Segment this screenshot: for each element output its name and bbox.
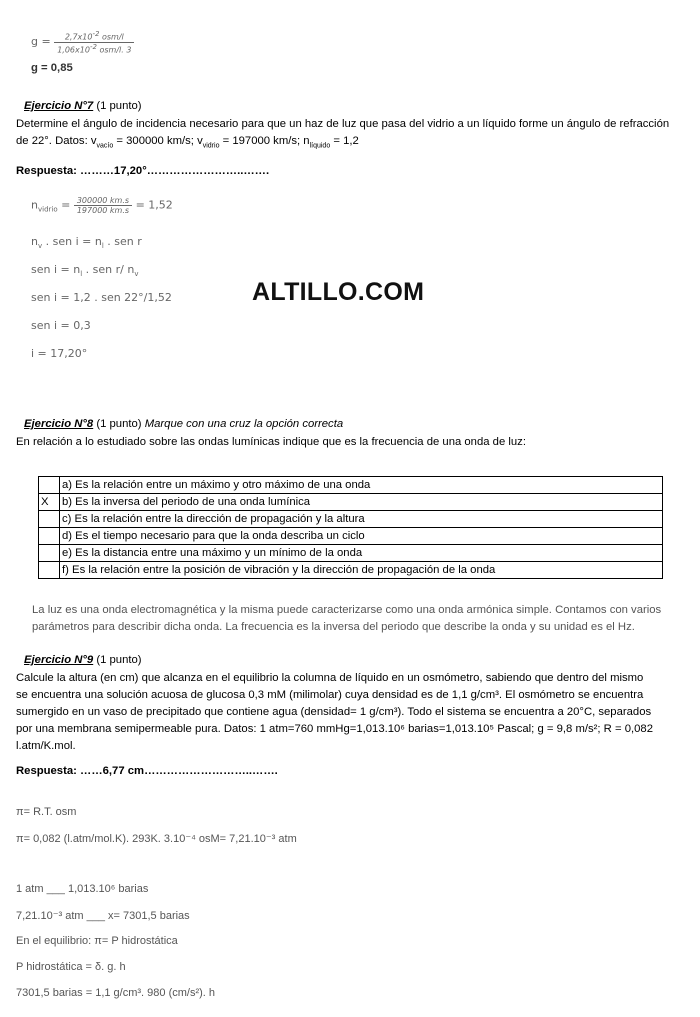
ex9-statement-line1: Calcule la altura (en cm) que alcanza en el equilibrio la columna de líquido en un osmómetro, sabiendo que dentro del mismo bbox=[16, 672, 644, 684]
ex9-statement-line5: l.atm/K.mol. bbox=[16, 740, 76, 752]
ex8-explanation-line2: parámetros para describir dicha onda. La frecuencia es la inversa del periodo que describe la onda y su unidad es el Hz. bbox=[32, 621, 635, 633]
option-row bbox=[39, 545, 663, 562]
option-checkbox[interactable] bbox=[39, 477, 60, 494]
option-row bbox=[39, 494, 663, 511]
ex9-statement-line2: se encuentra una solución acuosa de glucosa 0,3 mM (milimolar) cuya densidad es de 1,1 g/cm³. El osmómetro se encuentra bbox=[16, 689, 644, 701]
ex8-points: (1 punto) bbox=[93, 418, 145, 430]
option-row bbox=[39, 477, 663, 494]
ex7-points: (1 punto) bbox=[93, 100, 142, 112]
ex7-calc-line2: $n_v$ . sen $i = n_l$ . sen r bbox=[31, 235, 142, 251]
option-text: f) Es la relación entre la posición de vibración y la dirección de propagación de la onda bbox=[60, 562, 663, 579]
ex9-calc-line4: 7,21.10⁻³ atm ___ x= 7301,5 barias bbox=[16, 910, 190, 922]
option-text: c) Es la relación entre la dirección de propagación y la altura bbox=[60, 511, 663, 528]
ex7-calc-line3: sen $i = n_l$ . sen r/ $n_v$ bbox=[31, 263, 139, 279]
ex8-title: Ejercicio N°8 bbox=[24, 418, 94, 430]
ex8-question: En relación a lo estudiado sobre las ondas lumínicas indique que es la frecuencia de una onda de luz: bbox=[16, 436, 526, 448]
ex8-options-table bbox=[38, 476, 663, 579]
ex9-statement-line4: por una membrana semipermeable pura. Datos: 1 atm=760 mmHg=1,013.10⁶ barias=1,013.10⁵ Pascal; g = 9,8 m/s²; R = 0,082 bbox=[16, 723, 653, 735]
ex7-statement-line2: de 22°. Datos: $v_{vacío} = 300000$ km/s; $v_{vidrio} = 197000$ km/s; $n_{líquido} = 1,2$ bbox=[16, 135, 359, 150]
ex8-explanation-line1: La luz es una onda electromagnética y la misma puede caracterizarse como una onda armónica simple. Contamos con varios bbox=[32, 604, 662, 616]
ex7-title: Ejercicio N°7 bbox=[24, 100, 94, 112]
ex9-title: Ejercicio N°9 bbox=[24, 654, 94, 666]
g-result: g = 0,85 bbox=[31, 62, 73, 74]
ex9-points: (1 punto) bbox=[93, 654, 142, 666]
altillo-watermark: ALTILLO.COM bbox=[252, 278, 425, 306]
ex7-answer: Respuesta: ………17,20°……………………..……. bbox=[16, 165, 270, 177]
ex7-heading bbox=[24, 100, 142, 112]
ex9-heading bbox=[24, 654, 142, 666]
option-checkbox[interactable] bbox=[39, 545, 60, 562]
option-text: d) Es el tiempo necesario para que la onda describa un ciclo bbox=[60, 528, 663, 545]
g-label: g = bbox=[31, 35, 51, 49]
option-text: e) Es la distancia entre una máximo y un mínimo de la onda bbox=[60, 545, 663, 562]
ex8-heading bbox=[24, 418, 343, 430]
g-fraction: $\frac{2,7x10^{-2} osm/l}{1,06x10^{-2} osm/l. 3}$ bbox=[54, 30, 134, 54]
ex9-calc-line7: 7301,5 barias = 1,1 g/cm³. 980 (cm/s²). h bbox=[16, 987, 216, 999]
option-checkbox[interactable] bbox=[39, 528, 60, 545]
option-row bbox=[39, 562, 663, 579]
ex9-answer: Respuesta: ……6,77 cm………………………..……. bbox=[16, 765, 278, 777]
ex7-calc-line4: sen i = 1,2 . sen 22°/1,52 bbox=[31, 291, 172, 304]
ex7-calc-line5: sen i = 0,3 bbox=[31, 319, 91, 332]
ex9-calc-line2: π= 0,082 (l.atm/mol.K). 293K. 3.10⁻⁴ osM= 7,21.10⁻³ atm bbox=[16, 833, 297, 845]
ex7-calc-line6: i = 17,20° bbox=[31, 347, 88, 360]
option-checkbox[interactable]: X bbox=[39, 494, 60, 511]
ex7-calc-fraction: $\frac{300000 km.s}{197000 km.s}$ bbox=[74, 196, 132, 215]
ex7-calc-n-vidrio: $n_{vidrio}$ = $\frac{300000 km.s}{197000 km.s}$ = 1,52 bbox=[31, 196, 173, 215]
g-formula bbox=[31, 30, 134, 54]
ex9-calc-line3: 1 atm ___ 1,013.10⁶ barias bbox=[16, 883, 149, 895]
ex9-calc-line1: π= R.T. osm bbox=[16, 806, 77, 818]
option-checkbox[interactable] bbox=[39, 511, 60, 528]
option-row bbox=[39, 511, 663, 528]
ex8-instruction: Marque con una cruz la opción correcta bbox=[144, 418, 344, 430]
ex9-calc-line6: P hidrostática = δ. g. h bbox=[16, 961, 126, 973]
ex7-statement-line1: Determine el ángulo de incidencia necesario para que un haz de luz que pasa del vidrio a un líquido forme un ángulo de refracción bbox=[16, 118, 670, 130]
ex9-calc-line5: En el equilibrio: π= P hidrostática bbox=[16, 935, 178, 947]
option-text: b) Es la inversa del periodo de una onda lumínica bbox=[60, 494, 663, 511]
option-checkbox[interactable] bbox=[39, 562, 60, 579]
ex8-explanation bbox=[32, 602, 661, 636]
ex9-statement-line3: sumergido en un vaso de precipitado que contiene agua (densidad= 1 g/cm³). Todo el sistema se encuentra a 20°C, separados bbox=[16, 706, 652, 718]
option-row bbox=[39, 528, 663, 545]
option-text: a) Es la relación entre un máximo y otro máximo de una onda bbox=[60, 477, 663, 494]
